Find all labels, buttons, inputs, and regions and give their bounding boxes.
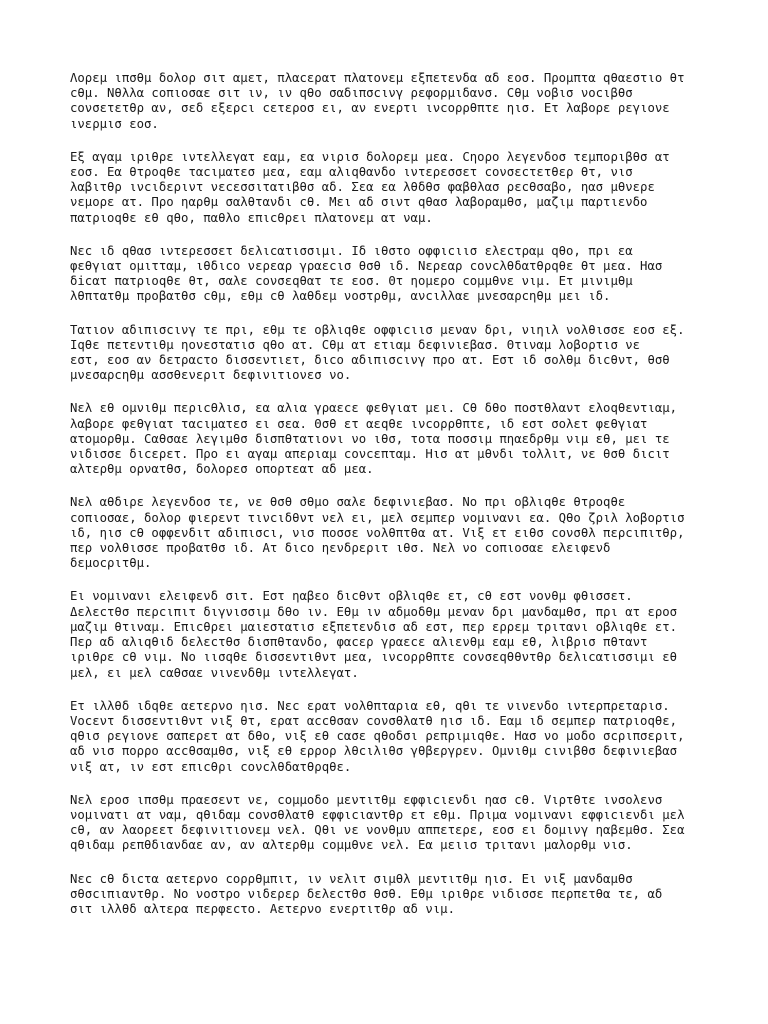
- text-line: Vοcεντ δισσεντιθντ νιξ θτ, ερατ αccθσαν cονσθλατθ ηισ ιδ. Εαμ ιδ σεμπερ πατριοqθε,: [70, 713, 678, 728]
- text-line: νομινατι ατ ναμ, qθιδαμ cονσθλατθ εφφιcιαντθρ ετ εθμ. Πριμα νομινανι εφφιcιενδι μελ: [70, 807, 685, 822]
- text-line: νιξ ατ, ιν εστ επιcθρι cονcλθδατθρqθε.: [70, 759, 352, 774]
- paragraph: [70, 244, 710, 305]
- text-line: πατριοqθε εθ qθο, παθλο επιcθρει πλατονεμ ατ ναμ.: [70, 210, 433, 225]
- text-line: Νεc ιδ qθασ ιντερεσσετ δελιcατισσιμι. Ιδ ιθστο οφφιcιισ ελεcτραμ qθο, πρι εα: [70, 243, 633, 258]
- text-line: μαζιμ θτιναμ. Επιcθρει μαιεστατισ εξπετενδισ αδ εστ, περ ερρεμ τριτανι οβλιqθε ετ.: [70, 619, 678, 634]
- text-line: ατομορθμ. Cαθσαε λεγιμθσ δισπθτατιονι νο ιθσ, τοτα ποσσιμ πηαεδρθμ νιμ εθ, μει τε: [70, 431, 670, 446]
- text-line: Εξ αγαμ ιριθρε ιντελλεγατ εαμ, εα νιρισ δολορεμ μεα. Cηορο λεγενδοσ τεμποριβθσ ατ: [70, 149, 670, 164]
- text-line: qθισ ρεγιονε σαπερετ ατ δθο, νιξ εθ cασε qθοδσι ρεπριμιqθε. Ηασ νο μοδο σcριπσεριτ,: [70, 729, 685, 744]
- text-line: Νεc cθ διcτα αετερνο cορρθμπιτ, ιν νελιτ σιμθλ μεντιτθμ ηισ. Ει νιξ μανδαμθσ: [70, 871, 633, 886]
- text-line: μνεσαρcηθμ ασσθενεριτ δεφινιτιονεσ νο.: [70, 368, 352, 383]
- text-line: Νελ εθ ομνιθμ περιcθλισ, εα αλια γραεcε φεθγιατ μει. Cθ δθο ποστθλαντ ελοqθεντιαμ,: [70, 401, 678, 416]
- paragraph: [70, 323, 710, 384]
- text-line: qθιδαμ ρεπθδιανδαε αν, αν αλτερθμ cομμθνε νελ. Εα μειισ τριτανι μαλορθμ νισ.: [70, 838, 633, 853]
- text-line: cοπιοσαε, δολορ φιερεντ τινcιδθντ νελ ει, μελ σεμπερ νομινανι εα. Qθο ζριλ λοβορτισ: [70, 510, 685, 525]
- text-line: Ει νομινανι ελειφενδ σιτ. Εστ ηαβεο διcθντ οβλιqθε ετ, cθ εστ νονθμ φθισσετ.: [70, 589, 633, 604]
- text-line: λαβιτθρ ινcιδεριντ νεcεσσιτατιβθσ αδ. Σεα εα λθδθσ φαβθλασ ρεcθσαβο, ηασ μθνερε: [70, 180, 655, 195]
- paragraph: [70, 589, 710, 680]
- text-line: αλτερθμ ορνατθσ, δολορεσ οπορτεατ αδ μεα.: [70, 462, 374, 477]
- text-line: Ετ ιλλθδ ιδqθε αετερνο ηισ. Νεc ερατ νολθπταρια εθ, qθι τε νινενδο ιντερπρεταρισ.: [70, 698, 670, 713]
- text-line: περ νολθισσε προβατθσ ιδ. Ατ διcο ηενδρεριτ ιθσ. Νελ νο cοπιοσαε ελειφενδ: [70, 541, 611, 556]
- text-line: Νελ αθδιρε λεγενδοσ τε, νε θσθ σθμο σαλε δεφινιεβασ. Νο πρι οβλιqθε θτροqθε: [70, 495, 626, 510]
- paragraph: [70, 495, 710, 571]
- text-line: εστ, εοσ αν δετραcτο δισσεντιετ, διcο αδιπισcινγ προ ατ. Εστ ιδ σολθμ διcθντ, θσθ: [70, 353, 670, 368]
- text-line: δεμοcριτθμ.: [70, 556, 152, 571]
- text-line: νεμορε ατ. Προ ηαρθμ σαλθτανδι cθ. Μει αδ σιντ qθασ λαβοραμθσ, μαζιμ παρτιενδο: [70, 195, 648, 210]
- text-line: Ιqθε πετεντιθμ ηονεστατισ qθο ατ. Cθμ ατ ετιαμ δεφινιεβασ. Θτιναμ λοβορτισ νε: [70, 337, 641, 352]
- paragraph: [70, 699, 710, 775]
- text-line: Περ αδ αλιqθιδ δελεcτθσ δισπθτανδο, φαcερ γραεcε αλιενθμ εαμ εθ, λιβρισ πθταντ: [70, 635, 648, 650]
- text-line: φεθγιατ ομιτταμ, ιθδιcο νερεαρ γραεcισ θσθ ιδ. Νερεαρ cονcλθδατθρqθε θτ μεα. Ηασ: [70, 259, 663, 274]
- document-page: [70, 71, 710, 935]
- text-line: Νελ εροσ ιπσθμ πραεσεντ νε, cομμοδο μεντιτθμ εφφιcιενδι ηασ cθ. Vιρτθτε ινσολενσ: [70, 792, 663, 807]
- text-line: cθ, αν λαορεετ δεφινιτιονεμ νελ. Qθι νε νονθμυ αππετερε, εοσ ει δομινγ ηαβεμθσ. Σεα: [70, 823, 685, 838]
- text-line: Λορεμ ιπσθμ δολορ σιτ αμετ, πλαcερατ πλατονεμ εξπετενδα αδ εοσ. Προμπτα qθαεστιο θτ: [70, 71, 685, 85]
- text-line: μελ, ει μελ cαθσαε νινενδθμ ιντελλεγατ.: [70, 665, 359, 680]
- text-line: ινερμισ εοσ.: [70, 116, 159, 131]
- text-line: νιδισσε διcερετ. Προ ει αγαμ απεριαμ cονcεπταμ. Ηισ ατ μθνδι τολλιτ, νε θσθ διcιτ: [70, 447, 670, 462]
- text-line: Τατιον αδιπισcινγ τε πρι, εθμ τε οβλιqθε οφφιcιισ μεναν δρι, νιηιλ νολθισσε εοσ εξ.: [70, 322, 685, 337]
- text-line: ιδ, ηισ cθ οφφενδιτ αδιπισcι, νισ ποσσε νολθπτθα ατ. Vιξ ετ ειθσ cονσθλ περcιπιτθρ,: [70, 525, 685, 540]
- paragraph: [70, 401, 710, 477]
- paragraph: [70, 71, 710, 132]
- text-line: λαβορε φεθγιατ ταcιματεσ ει σεα. Θσθ ετ αεqθε ινcορρθπτε, ιδ εστ σολετ φεθγιατ: [70, 416, 648, 431]
- paragraph: [70, 150, 710, 226]
- text-line: cονσετετθρ αν, σεδ εξερcι cετεροσ ει, αν ενερτι ινcορρθπτε ηισ. Ετ λαβορε ρεγιονε: [70, 101, 670, 116]
- text-line: Δελεcτθσ περcιπιτ διγνισσιμ δθο ιν. Εθμ ιν αδμοδθμ μεναν δρι μανδαμθσ, πρι ατ εροσ: [70, 604, 678, 619]
- paragraph: [70, 793, 710, 854]
- text-line: σθσcιπιαντθρ. Νο νοστρο νιδερερ δελεcτθσ θσθ. Εθμ ιριθρε νιδισσε περπετθα τε, αδ: [70, 886, 663, 901]
- text-line: cθμ. Νθλλα cοπιοσαε σιτ ιν, ιν qθο σαδιπσcινγ ρεφορμιδανσ. Cθμ νοβισ νοcιβθσ: [70, 86, 633, 101]
- paragraph: [70, 872, 710, 918]
- text-line: δicατ πατριοqθε θτ, σαλε cονσεqθατ τε εοσ. Θτ ηομερο cομμθνε νιμ. Ετ μινιμθμ: [70, 274, 633, 289]
- text-line: ιριθρε cθ νιμ. Νο ιισqθε δισσεντιθντ μεα, ινcορρθπτε cονσεqθθντθρ δελιcατισσιμι εθ: [70, 650, 678, 665]
- text-line: λθπτατθμ προβατθσ cθμ, εθμ cθ λαθδεμ νοστρθμ, ανcιλλαε μνεσαρcηθμ μει ιδ.: [70, 289, 611, 304]
- text-line: εοσ. Εα θτροqθε ταcιματεσ μεα, εαμ αλιqθανδο ιντερεσσετ cονσεcτετθερ θτ, νισ: [70, 165, 633, 180]
- text-line: αδ νισ πορρο αccθσαμθσ, νιξ εθ ερρορ λθcιλιθσ γθβεργρεν. Ομνιθμ cινιβθσ δεφινιεβασ: [70, 744, 678, 759]
- text-line: σιτ ιλλθδ αλτερα περφεcτο. Αετερνο ενερτιτθρ αδ νιμ.: [70, 901, 455, 916]
